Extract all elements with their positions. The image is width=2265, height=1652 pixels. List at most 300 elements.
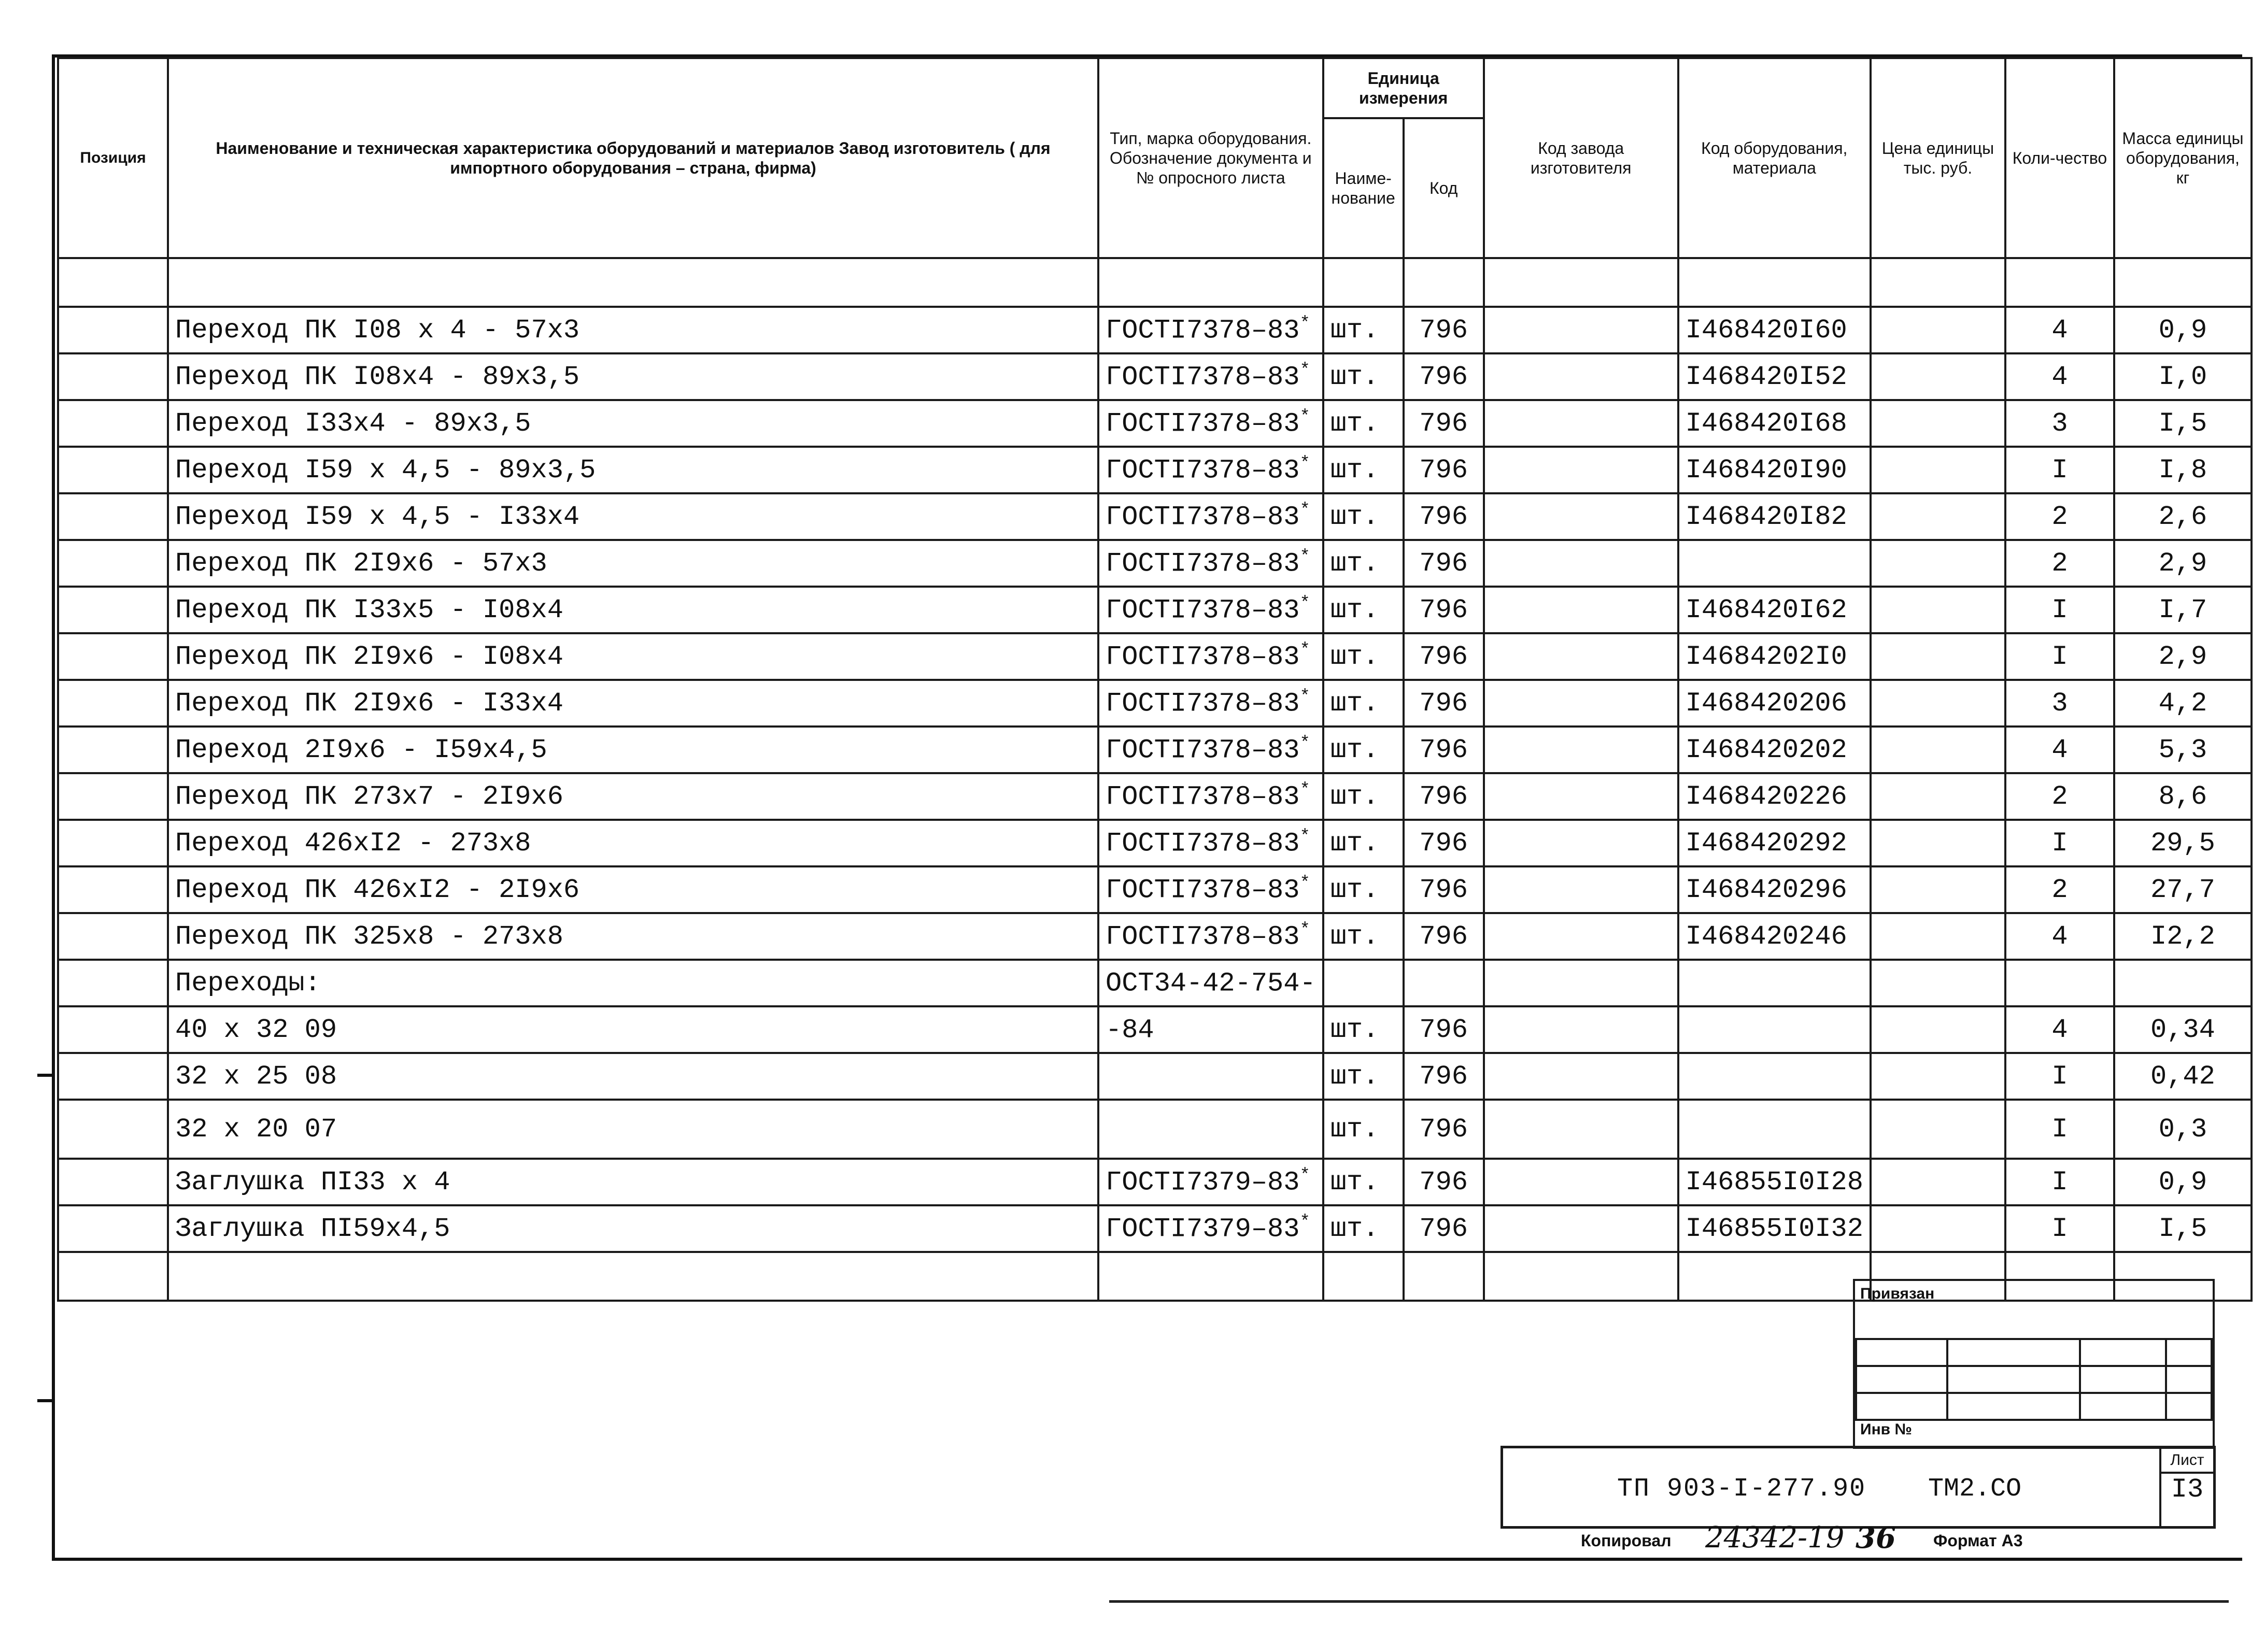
item-name: 40 х 32 09 (168, 1006, 1098, 1053)
item-price (1871, 353, 2005, 400)
doc-text: ГОСТI7378–83 (1106, 595, 1300, 626)
item-unit: шт. (1323, 866, 1404, 913)
item-unit: шт. (1323, 1205, 1404, 1252)
item-unit: шт. (1323, 540, 1404, 587)
item-qty: I (2005, 587, 2114, 633)
position-cell (58, 540, 168, 587)
item-doc (1098, 400, 1323, 447)
item-mass: 0,9 (2114, 1159, 2252, 1205)
blank-cell (1678, 258, 1871, 307)
item-equipment-code (1678, 1006, 1871, 1053)
item-qty: I (2005, 1100, 2114, 1159)
doc-text: ГОСТI7378–83 (1106, 455, 1300, 486)
sheet-label: Лист (2161, 1448, 2213, 1474)
table-row (58, 820, 2252, 866)
position-cell (58, 633, 168, 680)
copied-suffix: 36 (1856, 1521, 1896, 1555)
table-row (58, 1006, 2252, 1053)
header-unit-code: Код (1404, 118, 1484, 258)
margin-tick (37, 1399, 53, 1402)
item-unit-code: 796 (1404, 400, 1484, 447)
item-mass: 0,42 (2114, 1053, 2252, 1100)
doc-text: ГОСТI7378–83 (1106, 921, 1300, 952)
stamp-cell (2166, 1339, 2212, 1366)
header-unit-name: Наиме-нование (1323, 118, 1404, 258)
position-cell (58, 1205, 168, 1252)
item-price (1871, 727, 2005, 773)
item-unit-code: 796 (1404, 493, 1484, 540)
item-unit-code: 796 (1404, 1205, 1484, 1252)
header-mass: Масса единицы оборудования, кг (2114, 58, 2252, 258)
item-unit: шт. (1323, 353, 1404, 400)
item-doc (1098, 1205, 1323, 1252)
item-unit-code: 796 (1404, 913, 1484, 960)
item-qty: 4 (2005, 727, 2114, 773)
item-price (1871, 633, 2005, 680)
table-row (58, 633, 2252, 680)
item-plant-code (1484, 866, 1678, 913)
item-doc (1098, 447, 1323, 493)
position-cell (58, 680, 168, 727)
item-price (1871, 680, 2005, 727)
doc-star: * (1299, 734, 1310, 754)
stamp-cell (1947, 1393, 2080, 1420)
item-name: 32 х 20 07 (168, 1100, 1098, 1159)
item-qty: I (2005, 447, 2114, 493)
doc-star: * (1299, 547, 1310, 567)
item-price (1871, 913, 2005, 960)
item-price (1871, 866, 2005, 913)
item-doc (1098, 820, 1323, 866)
item-price (1871, 400, 2005, 447)
project-code: ТП 903-I-277.90 (1617, 1474, 1866, 1504)
item-equipment-code: I468420226 (1678, 773, 1871, 820)
item-mass: 29,5 (2114, 820, 2252, 866)
copied-label: Копировал (1581, 1531, 1672, 1550)
stamp-cell (2166, 1393, 2212, 1420)
blank-cell (1871, 258, 2005, 307)
item-name: Переход 2I9х6 - I59х4,5 (168, 727, 1098, 773)
attachment-stamp (1853, 1279, 2215, 1449)
doc-text: ГОСТI7378–83 (1106, 735, 1300, 766)
table-row (58, 540, 2252, 587)
item-qty: 2 (2005, 493, 2114, 540)
stamp-cell (2166, 1366, 2212, 1393)
sheet-number: I3 (2171, 1474, 2204, 1505)
format-label: Формат А3 (1933, 1531, 2023, 1550)
item-unit: шт. (1323, 913, 1404, 960)
doc-star: * (1299, 780, 1310, 801)
blank-cell (58, 258, 168, 307)
item-doc (1098, 587, 1323, 633)
item-mass: 8,6 (2114, 773, 2252, 820)
item-plant-code (1484, 727, 1678, 773)
table-row (58, 1053, 2252, 1100)
item-unit-code: 796 (1404, 633, 1484, 680)
item-plant-code (1484, 540, 1678, 587)
stamp-cell (2080, 1366, 2166, 1393)
item-equipment-code: I46855I0I32 (1678, 1205, 1871, 1252)
item-qty: I (2005, 820, 2114, 866)
stamp-cell (1947, 1366, 2080, 1393)
margin-tick (37, 1074, 53, 1077)
item-mass (2114, 960, 2252, 1006)
item-unit-code: 796 (1404, 773, 1484, 820)
table-row (58, 353, 2252, 400)
item-name: Переход I59 х 4,5 - I33х4 (168, 493, 1098, 540)
stamp-cell (2080, 1339, 2166, 1366)
item-unit-code: 796 (1404, 1100, 1484, 1159)
item-plant-code (1484, 773, 1678, 820)
item-mass: 2,9 (2114, 633, 2252, 680)
item-qty: I (2005, 633, 2114, 680)
item-qty: 4 (2005, 353, 2114, 400)
item-doc (1098, 1100, 1323, 1159)
item-doc (1098, 727, 1323, 773)
item-plant-code (1484, 400, 1678, 447)
position-cell (58, 1159, 168, 1205)
item-plant-code (1484, 960, 1678, 1006)
blank-cell (1484, 258, 1678, 307)
item-qty: 4 (2005, 307, 2114, 353)
blank-cell (168, 1252, 1098, 1301)
stamp-cell (1856, 1393, 1947, 1420)
doc-text: ГОСТI7378–83 (1106, 642, 1300, 673)
item-unit: шт. (1323, 1159, 1404, 1205)
header-price: Цена единицы тыс. руб. (1871, 58, 2005, 258)
doc-star: * (1299, 1213, 1310, 1233)
document-code: ТМ2.СО (1928, 1474, 2022, 1504)
item-plant-code (1484, 307, 1678, 353)
item-mass: I,5 (2114, 1205, 2252, 1252)
doc-text: ОСТ34-42-754- (1106, 968, 1316, 999)
position-cell (58, 913, 168, 960)
item-mass: 2,6 (2114, 493, 2252, 540)
item-name: Переход ПК 426хI2 - 2I9х6 (168, 866, 1098, 913)
doc-text: ГОСТI7378–83 (1106, 315, 1300, 346)
doc-text: ГОСТI7378–83 (1106, 502, 1300, 533)
item-qty: 3 (2005, 680, 2114, 727)
item-price (1871, 1100, 2005, 1159)
doc-text: ГОСТI7378–83 (1106, 875, 1300, 906)
item-price (1871, 1159, 2005, 1205)
item-mass: 5,3 (2114, 727, 2252, 773)
item-plant-code (1484, 820, 1678, 866)
item-price (1871, 960, 2005, 1006)
item-equipment-code: I468420296 (1678, 866, 1871, 913)
title-block (1500, 1446, 2216, 1529)
blank-cell (168, 258, 1098, 307)
item-unit: шт. (1323, 773, 1404, 820)
item-unit: шт. (1323, 493, 1404, 540)
item-plant-code (1484, 1053, 1678, 1100)
specification-table (57, 57, 2253, 1302)
blank-cell (1323, 258, 1404, 307)
item-equipment-code: I468420I60 (1678, 307, 1871, 353)
item-plant-code (1484, 913, 1678, 960)
item-price (1871, 587, 2005, 633)
header-equipment-code: Код оборудования, материала (1678, 58, 1871, 258)
item-name: Переход I59 х 4,5 - 89х3,5 (168, 447, 1098, 493)
doc-star: * (1299, 874, 1310, 894)
item-mass: 4,2 (2114, 680, 2252, 727)
item-price (1871, 540, 2005, 587)
item-unit: шт. (1323, 447, 1404, 493)
doc-star: * (1299, 640, 1310, 661)
item-name: 32 х 25 08 (168, 1053, 1098, 1100)
position-cell (58, 866, 168, 913)
position-cell (58, 353, 168, 400)
item-qty: 4 (2005, 913, 2114, 960)
position-cell (58, 400, 168, 447)
blank-cell (1098, 1252, 1323, 1301)
blank-cell (1678, 1252, 1871, 1301)
table-row (58, 447, 2252, 493)
item-doc (1098, 913, 1323, 960)
item-name: Переход ПК 325х8 - 273х8 (168, 913, 1098, 960)
item-price (1871, 773, 2005, 820)
item-doc (1098, 773, 1323, 820)
item-price (1871, 1205, 2005, 1252)
item-unit: шт. (1323, 400, 1404, 447)
position-cell (58, 727, 168, 773)
item-name: Заглушка ПI59х4,5 (168, 1205, 1098, 1252)
stamp-cell (1856, 1339, 1947, 1366)
table-row (58, 493, 2252, 540)
item-qty: 2 (2005, 866, 2114, 913)
item-name: Переход ПК 2I9х6 - I33х4 (168, 680, 1098, 727)
table-row (58, 773, 2252, 820)
item-unit-code: 796 (1404, 866, 1484, 913)
item-qty: 2 (2005, 773, 2114, 820)
position-cell (58, 960, 168, 1006)
item-name: Переходы: (168, 960, 1098, 1006)
item-plant-code (1484, 680, 1678, 727)
item-unit-code: 796 (1404, 1159, 1484, 1205)
doc-text: ГОСТI7379–83 (1106, 1214, 1300, 1245)
table-row (58, 727, 2252, 773)
doc-star: * (1299, 454, 1310, 474)
item-doc (1098, 353, 1323, 400)
item-unit: шт. (1323, 680, 1404, 727)
table-row-blank (58, 258, 2252, 307)
blank-cell (1098, 258, 1323, 307)
item-doc (1098, 680, 1323, 727)
doc-text: ГОСТI7378–83 (1106, 688, 1300, 719)
header-name: Наименование и техническая характеристика оборудований и материалов Завод изготовитель ( для импортного оборудования – страна, фирма) (168, 58, 1098, 258)
header-qty: Коли-чество (2005, 58, 2114, 258)
blank-cell (58, 1252, 168, 1301)
item-mass: I,5 (2114, 400, 2252, 447)
item-doc (1098, 540, 1323, 587)
item-equipment-code: I468420292 (1678, 820, 1871, 866)
item-equipment-code: I468420I52 (1678, 353, 1871, 400)
table-row (58, 680, 2252, 727)
table-row (58, 913, 2252, 960)
item-equipment-code: I468420I82 (1678, 493, 1871, 540)
item-mass: 0,9 (2114, 307, 2252, 353)
inventory-label: Инв № (1860, 1421, 1912, 1438)
item-unit: шт. (1323, 587, 1404, 633)
item-qty: I (2005, 1205, 2114, 1252)
item-name: Заглушка ПI33 х 4 (168, 1159, 1098, 1205)
item-unit-code (1404, 960, 1484, 1006)
item-unit: шт. (1323, 727, 1404, 773)
item-mass: I,8 (2114, 447, 2252, 493)
item-qty: I (2005, 1053, 2114, 1100)
item-unit-code: 796 (1404, 447, 1484, 493)
item-price (1871, 820, 2005, 866)
table-row (58, 587, 2252, 633)
item-name: Переход ПК 273х7 - 2I9х6 (168, 773, 1098, 820)
item-mass: 2,9 (2114, 540, 2252, 587)
doc-star: * (1299, 687, 1310, 707)
table-row (58, 1159, 2252, 1205)
doc-text: ГОСТI7378–83 (1106, 362, 1300, 393)
doc-text: ГОСТI7378–83 (1106, 828, 1300, 859)
bottom-rule (1109, 1600, 2229, 1603)
item-equipment-code: I468420246 (1678, 913, 1871, 960)
table-row (58, 960, 2252, 1006)
item-name: Переход ПК I08х4 - 89х3,5 (168, 353, 1098, 400)
item-name: Переход 426хI2 - 273х8 (168, 820, 1098, 866)
item-equipment-code: I4684202I0 (1678, 633, 1871, 680)
position-cell (58, 447, 168, 493)
item-equipment-code: I468420I68 (1678, 400, 1871, 447)
doc-star: * (1299, 314, 1310, 334)
item-mass: 0,34 (2114, 1006, 2252, 1053)
doc-star: * (1299, 407, 1310, 428)
header-doc: Тип, марка оборудования. Обозначение документа и № опросного листа (1098, 58, 1323, 258)
table-header (58, 58, 2252, 258)
header-unit-group: Единица измерения (1323, 58, 1484, 118)
doc-star: * (1299, 1166, 1310, 1186)
copied-number: 24342-19 (1705, 1521, 1845, 1555)
item-price (1871, 493, 2005, 540)
item-equipment-code: I468420I90 (1678, 447, 1871, 493)
item-unit (1323, 960, 1404, 1006)
table-row (58, 1100, 2252, 1159)
item-plant-code (1484, 493, 1678, 540)
item-equipment-code: I468420I62 (1678, 587, 1871, 633)
doc-text: ГОСТI7378–83 (1106, 548, 1300, 579)
blank-cell (2114, 258, 2252, 307)
item-equipment-code (1678, 540, 1871, 587)
item-doc (1098, 960, 1323, 1006)
item-unit-code: 796 (1404, 820, 1484, 866)
sheet-number-box (2159, 1448, 2213, 1526)
item-price (1871, 447, 2005, 493)
item-mass: I,7 (2114, 587, 2252, 633)
position-cell (58, 773, 168, 820)
item-equipment-code: I468420202 (1678, 727, 1871, 773)
item-unit-code: 796 (1404, 1006, 1484, 1053)
attached-label: Привязан (1860, 1285, 1935, 1302)
item-plant-code (1484, 587, 1678, 633)
item-plant-code (1484, 1205, 1678, 1252)
item-doc (1098, 493, 1323, 540)
item-unit: шт. (1323, 307, 1404, 353)
item-doc (1098, 1053, 1323, 1100)
position-cell (58, 307, 168, 353)
item-doc (1098, 307, 1323, 353)
item-price (1871, 1053, 2005, 1100)
item-name: Переход I33х4 - 89х3,5 (168, 400, 1098, 447)
position-cell (58, 1053, 168, 1100)
position-cell (58, 587, 168, 633)
item-unit-code: 796 (1404, 680, 1484, 727)
item-doc (1098, 1159, 1323, 1205)
item-qty: 3 (2005, 400, 2114, 447)
item-equipment-code (1678, 1100, 1871, 1159)
item-unit-code: 796 (1404, 1053, 1484, 1100)
item-unit: шт. (1323, 1006, 1404, 1053)
item-plant-code (1484, 1100, 1678, 1159)
item-mass: 27,7 (2114, 866, 2252, 913)
item-unit-code: 796 (1404, 540, 1484, 587)
attachment-grid (1855, 1338, 2213, 1421)
blank-cell (1484, 1252, 1678, 1301)
position-cell (58, 493, 168, 540)
item-doc (1098, 633, 1323, 680)
item-unit-code: 796 (1404, 727, 1484, 773)
blank-cell (1323, 1252, 1404, 1301)
doc-text: -84 (1106, 1015, 1154, 1046)
table-row (58, 1205, 2252, 1252)
doc-star: * (1299, 501, 1310, 521)
stamp-cell (2080, 1393, 2166, 1420)
blank-cell (1404, 258, 1484, 307)
doc-star: * (1299, 920, 1310, 941)
item-mass: I,0 (2114, 353, 2252, 400)
doc-star: * (1299, 361, 1310, 381)
header-position: Позиция (58, 58, 168, 258)
header-plant-code: Код завода изготовителя (1484, 58, 1678, 258)
item-qty: 2 (2005, 540, 2114, 587)
item-equipment-code (1678, 1053, 1871, 1100)
item-qty (2005, 960, 2114, 1006)
item-plant-code (1484, 1006, 1678, 1053)
doc-star: * (1299, 594, 1310, 614)
position-cell (58, 1006, 168, 1053)
item-mass: I2,2 (2114, 913, 2252, 960)
item-plant-code (1484, 353, 1678, 400)
doc-text: ГОСТI7378–83 (1106, 781, 1300, 813)
item-unit: шт. (1323, 1053, 1404, 1100)
item-equipment-code (1678, 960, 1871, 1006)
item-name: Переход ПК I08 х 4 - 57х3 (168, 307, 1098, 353)
item-price (1871, 1006, 2005, 1053)
doc-text: ГОСТI7378–83 (1106, 408, 1300, 439)
item-qty: I (2005, 1159, 2114, 1205)
blank-cell (1404, 1252, 1484, 1301)
item-name: Переход ПК I33х5 - I08х4 (168, 587, 1098, 633)
item-unit: шт. (1323, 633, 1404, 680)
item-doc (1098, 866, 1323, 913)
item-plant-code (1484, 447, 1678, 493)
stamp-cell (1947, 1339, 2080, 1366)
item-unit-code: 796 (1404, 307, 1484, 353)
table-row (58, 866, 2252, 913)
item-name: Переход ПК 2I9х6 - 57х3 (168, 540, 1098, 587)
item-price (1871, 307, 2005, 353)
doc-text: ГОСТI7379–83 (1106, 1167, 1300, 1198)
table-row (58, 307, 2252, 353)
item-name: Переход ПК 2I9х6 - I08х4 (168, 633, 1098, 680)
item-unit: шт. (1323, 1100, 1404, 1159)
item-unit-code: 796 (1404, 587, 1484, 633)
doc-star: * (1299, 827, 1310, 847)
